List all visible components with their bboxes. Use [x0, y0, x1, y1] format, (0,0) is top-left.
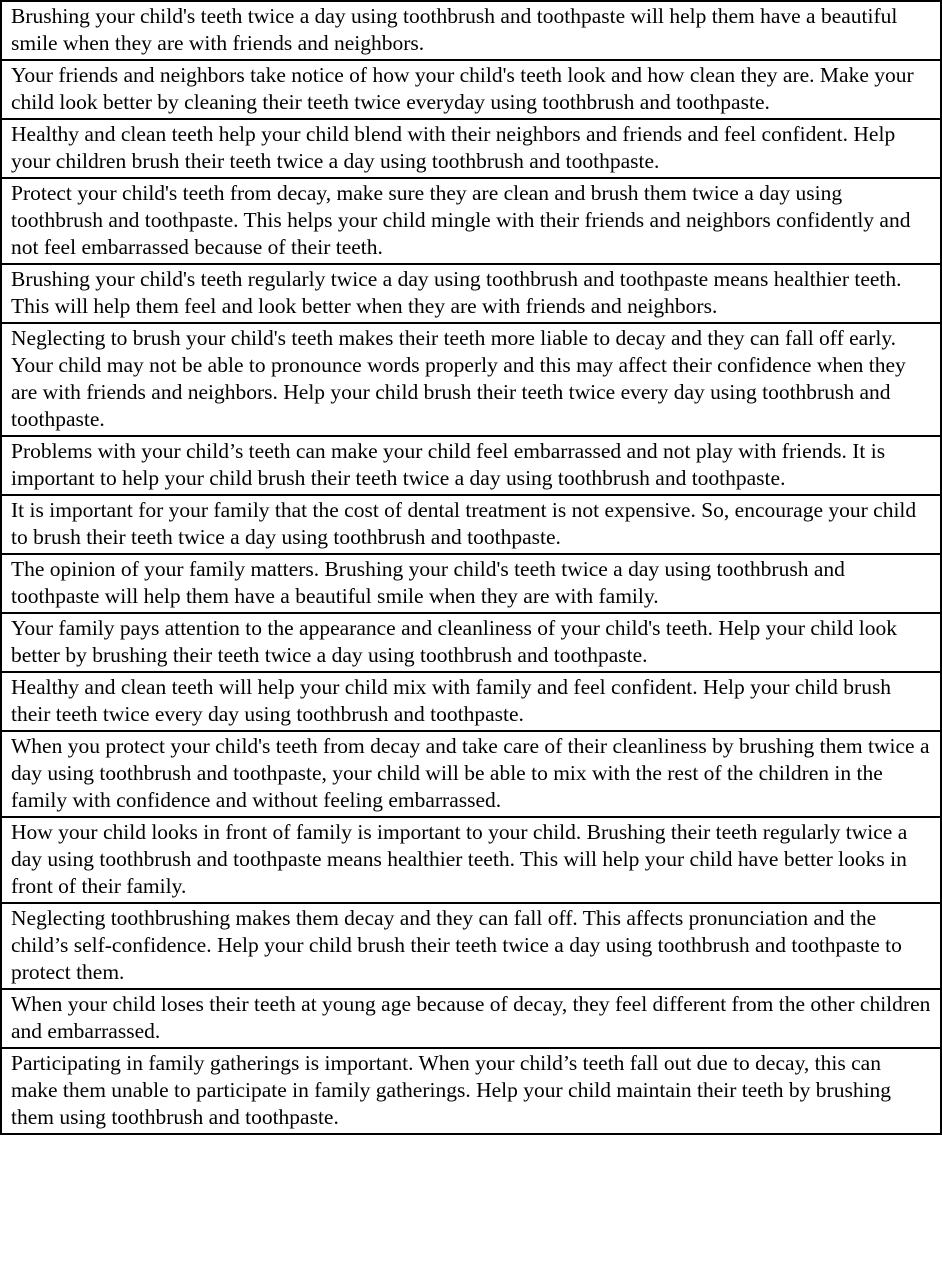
table-row: Protect your child's teeth from decay, make sure they are clean and brush them twice a day using toothbrush and toothpaste. This helps your child mingle with their friends and neighbors confidently and not feel embarrassed because of their teeth.: [2, 177, 940, 263]
table-row: When you protect your child's teeth from decay and take care of their cleanliness by brushing them twice a day using toothbrush and toothpaste, your child will be able to mix with the rest of the children in the family with confidence and without feeling embarrassed.: [2, 730, 940, 816]
table-row: Healthy and clean teeth help your child blend with their neighbors and friends and feel confident. Help your children brush their teeth twice a day using toothbrush and toothpaste.: [2, 118, 940, 177]
table-row: Problems with your child’s teeth can make your child feel embarrassed and not play with friends. It is important to help your child brush their teeth twice a day using toothbrush and toothpaste.: [2, 435, 940, 494]
table-row: How your child looks in front of family is important to your child. Brushing their teeth regularly twice a day using toothbrush and toothpaste means healthier teeth. This will help your child have better looks in front of their family.: [2, 816, 940, 902]
table-row: When your child loses their teeth at young age because of decay, they feel different from the other children and embarrassed.: [2, 988, 940, 1047]
table-row: Brushing your child's teeth regularly twice a day using toothbrush and toothpaste means healthier teeth. This will help them feel and look better when they are with friends and neighbors.: [2, 263, 940, 322]
table-row: Neglecting toothbrushing makes them decay and they can fall off. This affects pronunciation and the child’s self-confidence. Help your child brush their teeth twice a day using toothbrush and toothpaste to protect them.: [2, 902, 940, 988]
table-row: Neglecting to brush your child's teeth makes their teeth more liable to decay and they can fall off early. Your child may not be able to pronounce words properly and this may affect their confidence when they are with friends and neighbors. Help your child brush their teeth twice every day using toothbrush and toothpaste.: [2, 322, 940, 435]
table-row: Brushing your child's teeth twice a day using toothbrush and toothpaste will help them have a beautiful smile when they are with friends and neighbors.: [11, 4, 898, 55]
table-row: Healthy and clean teeth will help your child mix with family and feel confident. Help your child brush their teeth twice every day using toothbrush and toothpaste.: [2, 671, 940, 730]
table-row: Your friends and neighbors take notice of how your child's teeth look and how clean they are. Make your child look better by cleaning their teeth twice everyday using toothbrush and toothpaste.: [2, 59, 940, 118]
table-row: The opinion of your family matters. Brushing your child's teeth twice a day using toothbrush and toothpaste will help them have a beautiful smile when they are with family.: [2, 553, 940, 612]
table-row: Participating in family gatherings is important. When your child’s teeth fall out due to decay, this can make them unable to participate in family gatherings. Help your child maintain their teeth by brushing them using toothbrush and toothpaste.: [2, 1047, 940, 1133]
table-row: Your family pays attention to the appearance and cleanliness of your child's teeth. Help your child look better by brushing their teeth twice a day using toothbrush and toothpaste.: [2, 612, 940, 671]
table-row: It is important for your family that the cost of dental treatment is not expensive. So, encourage your child to brush their teeth twice a day using toothbrush and toothpaste.: [2, 494, 940, 553]
